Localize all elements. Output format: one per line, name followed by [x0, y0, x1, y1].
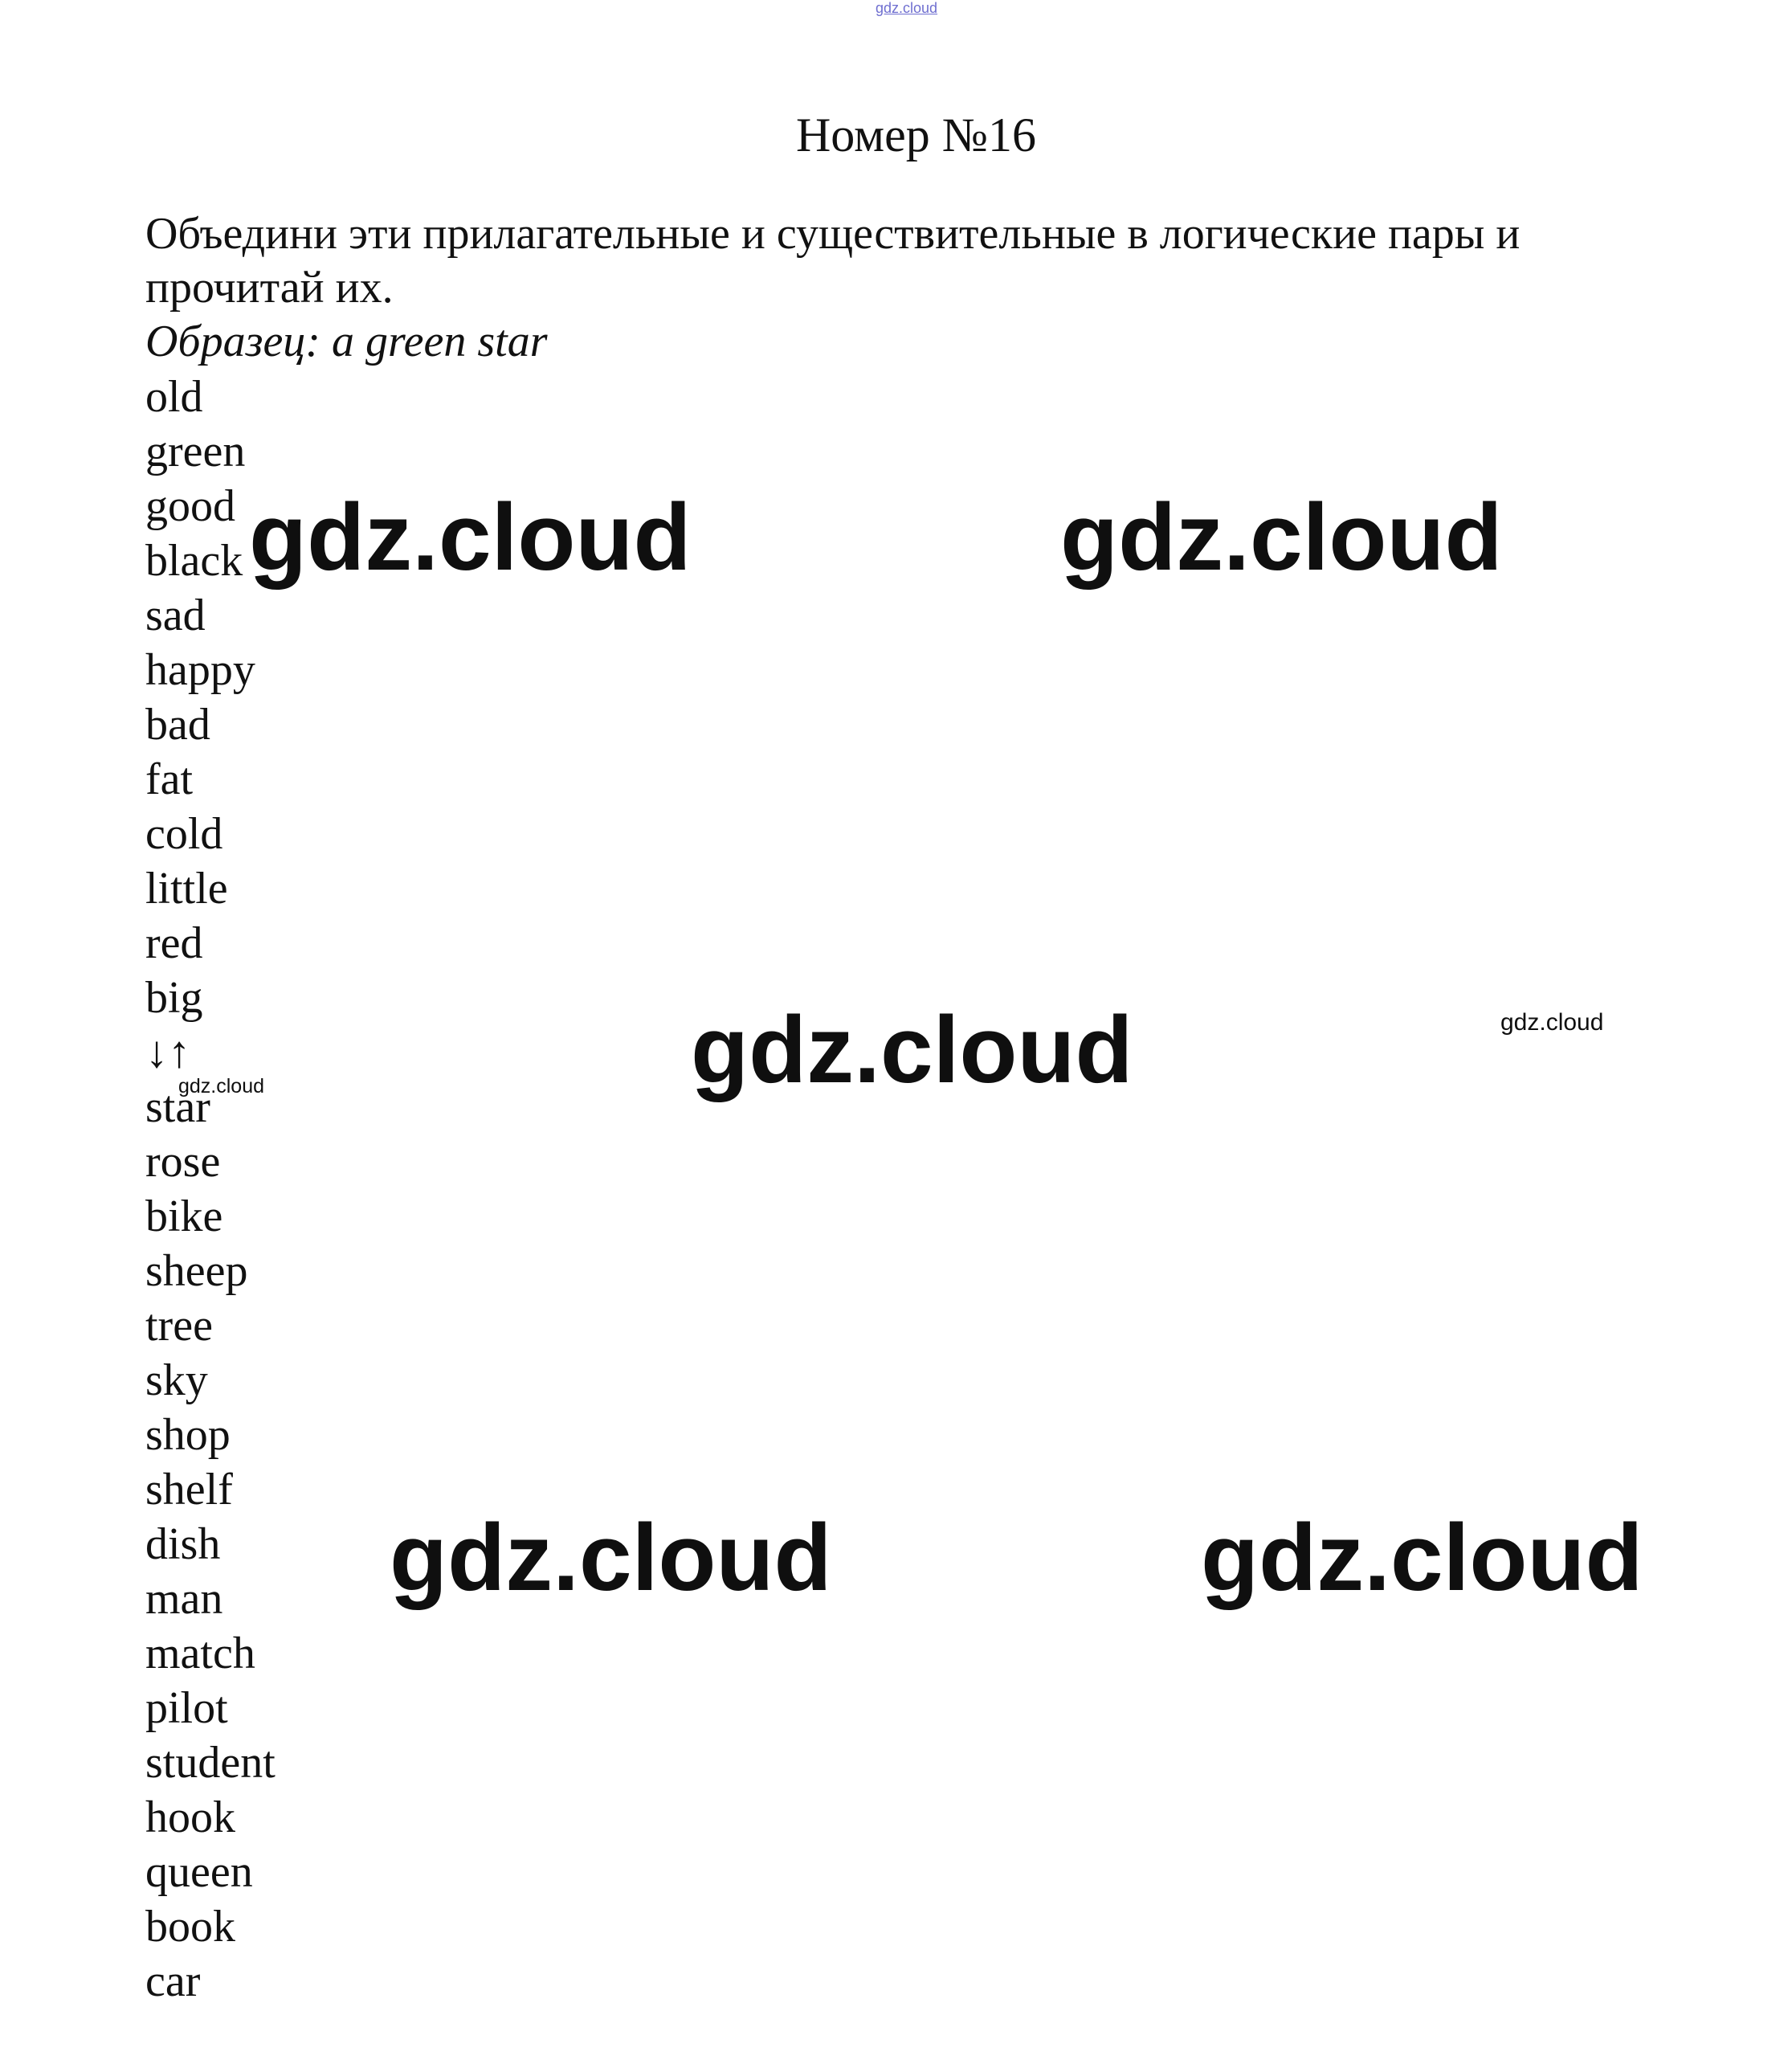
- adjective-item: bad: [145, 700, 210, 750]
- noun-item: queen: [145, 1847, 253, 1897]
- noun-item: dish: [145, 1519, 221, 1569]
- adjective-item: old: [145, 372, 203, 422]
- noun-item: bike: [145, 1191, 223, 1241]
- watermark: gdz.cloud: [1060, 484, 1503, 591]
- noun-item: rose: [145, 1137, 221, 1187]
- noun-item: sky: [145, 1355, 208, 1405]
- adjective-item: fat: [145, 754, 194, 804]
- watermark: gdz.cloud: [178, 1075, 265, 1097]
- adjective-item: little: [145, 864, 228, 914]
- noun-item: pilot: [145, 1683, 228, 1733]
- noun-item: book: [145, 1902, 235, 1952]
- adjective-item: green: [145, 427, 246, 476]
- watermark: gdz.cloud: [390, 1505, 832, 1611]
- top-watermark-link[interactable]: gdz.cloud: [876, 0, 938, 16]
- noun-item: hook: [145, 1792, 235, 1842]
- word-list: [145, 370, 276, 2009]
- noun-item: man: [145, 1574, 223, 1624]
- noun-item: match: [145, 1629, 255, 1678]
- adjective-item: big: [145, 973, 203, 1023]
- adjective-item: cold: [145, 809, 223, 859]
- sample-line: Образец: a green star: [145, 317, 548, 366]
- adjective-item: red: [145, 918, 203, 968]
- noun-item: star: [145, 1082, 210, 1132]
- watermark: gdz.cloud: [691, 997, 1133, 1103]
- watermark: gdz.cloud: [1500, 1009, 1604, 1036]
- noun-item: shop: [145, 1410, 231, 1460]
- noun-item: sheep: [145, 1246, 248, 1296]
- noun-item: tree: [145, 1301, 213, 1351]
- adjective-item: black: [145, 536, 243, 586]
- adjective-item: sad: [145, 591, 206, 640]
- adjective-item: good: [145, 481, 235, 531]
- watermark: gdz.cloud: [249, 484, 692, 591]
- page-title: Номер №16: [795, 108, 1037, 161]
- watermark: gdz.cloud: [1201, 1505, 1643, 1611]
- task-instruction: Объедини эти прилагательные и существительные в логические пары и прочитай их.: [145, 209, 1521, 313]
- noun-item: shelf: [145, 1465, 233, 1514]
- arrows-divider: ↓↑: [145, 1028, 190, 1077]
- adjective-item: happy: [145, 645, 255, 695]
- noun-item: car: [145, 1956, 201, 2006]
- noun-item: student: [145, 1738, 276, 1788]
